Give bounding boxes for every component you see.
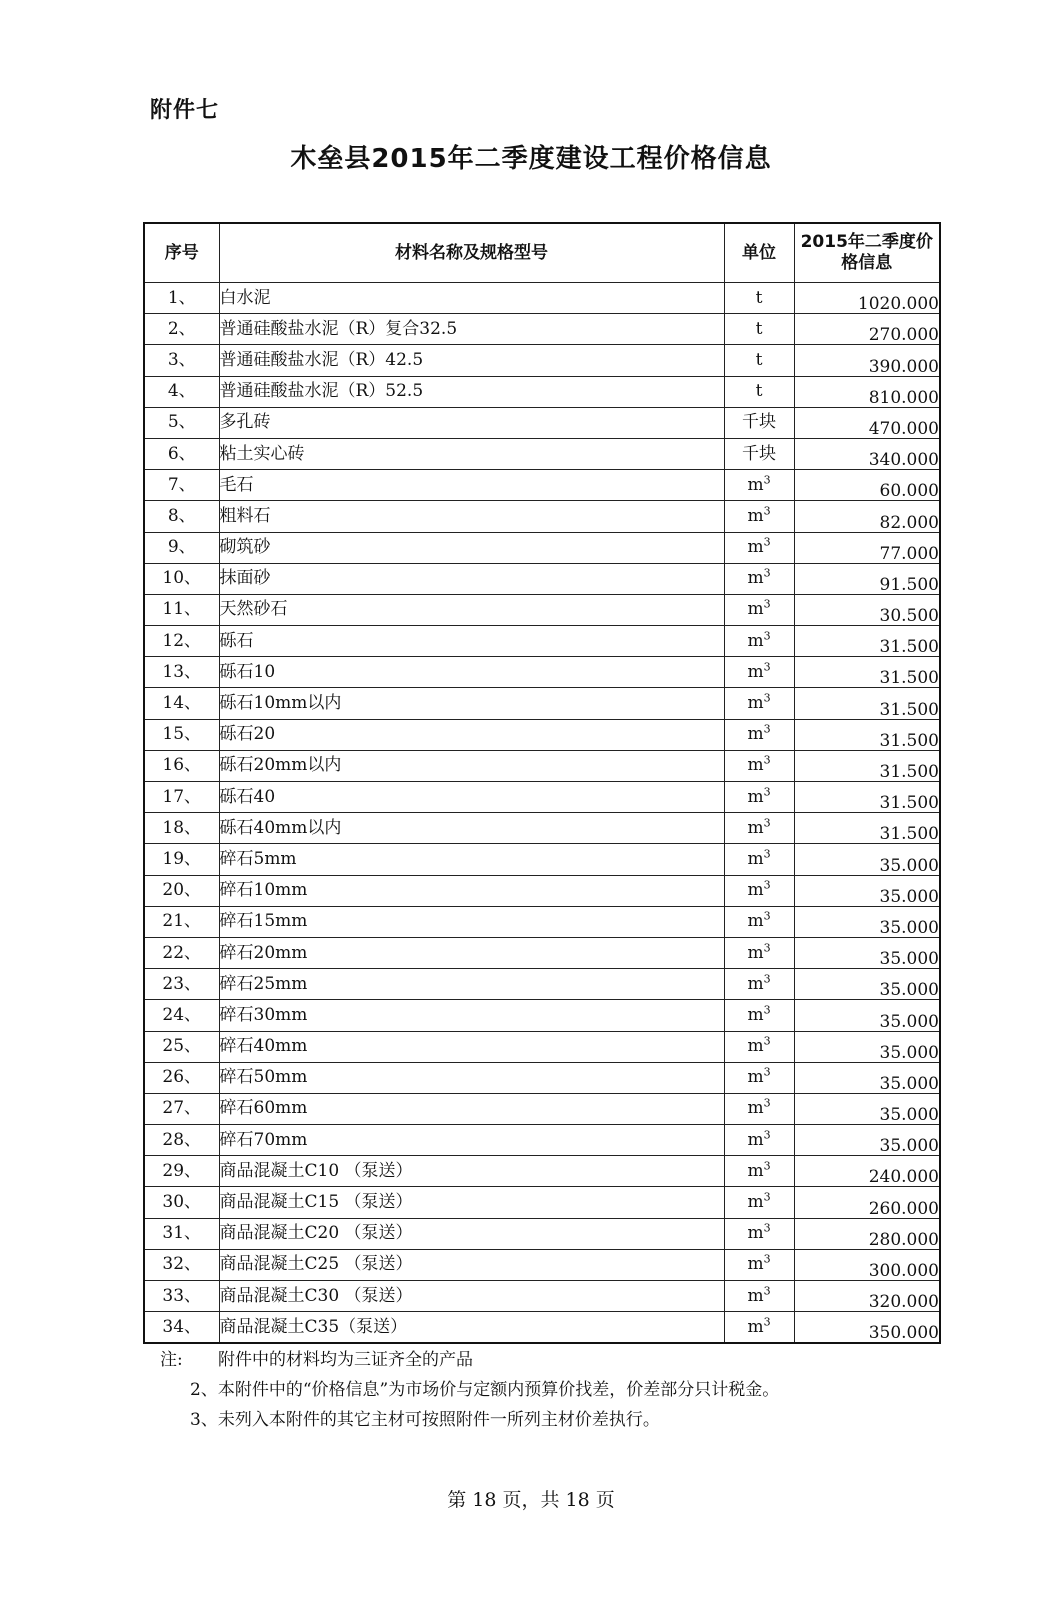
material-name: 碎石70mm	[219, 1125, 724, 1156]
price-value: 35.000	[794, 844, 940, 875]
price-value: 31.500	[794, 719, 940, 750]
row-number: 17、	[144, 782, 219, 813]
header-name: 材料名称及规格型号	[219, 223, 724, 283]
row-number: 33、	[144, 1281, 219, 1312]
unit-cell	[724, 1093, 794, 1124]
unit-exponent: 3	[763, 878, 771, 892]
table-row	[144, 594, 940, 625]
note-line-3: 3、未列入本附件的其它主材可按照附件一所列主材价差执行。	[190, 1410, 660, 1430]
price-value: 31.500	[794, 813, 940, 844]
row-number: 16、	[144, 750, 219, 781]
price-value: 35.000	[794, 937, 940, 968]
unit-cell	[724, 906, 794, 937]
unit-text: m	[747, 1316, 764, 1337]
row-number: 22、	[144, 937, 219, 968]
unit-cell	[724, 969, 794, 1000]
row-number: 32、	[144, 1249, 219, 1280]
material-name: 砾石20	[219, 719, 724, 750]
unit-cell	[724, 594, 794, 625]
unit-exponent: 3	[763, 816, 771, 830]
unit-text: m	[747, 973, 764, 994]
unit-exponent: 3	[763, 1221, 771, 1235]
material-name: 碎石40mm	[219, 1031, 724, 1062]
material-name: 商品混凝土C25 （泵送）	[219, 1249, 724, 1280]
note-text: 附件中的材料均为三证齐全的产品	[218, 1350, 473, 1370]
material-name: 商品混凝土C20 （泵送）	[219, 1218, 724, 1249]
row-number: 19、	[144, 844, 219, 875]
table-row	[144, 688, 940, 719]
row-number: 7、	[144, 470, 219, 501]
unit-cell	[724, 345, 794, 376]
price-value: 31.500	[794, 626, 940, 657]
material-name: 砾石10mm以内	[219, 688, 724, 719]
unit-text: m	[747, 1254, 764, 1275]
unit-text: t	[755, 318, 763, 339]
row-number: 11、	[144, 594, 219, 625]
row-number: 15、	[144, 719, 219, 750]
price-value: 60.000	[794, 470, 940, 501]
row-number: 28、	[144, 1125, 219, 1156]
price-value: 320.000	[794, 1281, 940, 1312]
note-lead: 注:	[160, 1350, 183, 1370]
price-value: 35.000	[794, 1093, 940, 1124]
unit-cell	[724, 376, 794, 407]
price-value: 35.000	[794, 969, 940, 1000]
price-value: 470.000	[794, 407, 940, 438]
price-value: 340.000	[794, 438, 940, 469]
unit-cell	[724, 470, 794, 501]
unit-text: m	[747, 599, 764, 620]
unit-exponent: 3	[763, 1252, 771, 1266]
unit-cell	[724, 1156, 794, 1187]
price-value: 35.000	[794, 1031, 940, 1062]
row-number: 1、	[144, 283, 219, 314]
table-row	[144, 1249, 940, 1280]
unit-cell	[724, 937, 794, 968]
material-name: 碎石15mm	[219, 906, 724, 937]
unit-cell	[724, 1218, 794, 1249]
unit-exponent: 3	[763, 566, 771, 580]
material-name: 砌筑砂	[219, 532, 724, 563]
material-name: 普通硅酸盐水泥（R）52.5	[219, 376, 724, 407]
row-number: 6、	[144, 438, 219, 469]
unit-exponent: 3	[763, 753, 771, 767]
material-name: 碎石60mm	[219, 1093, 724, 1124]
table-row	[144, 782, 940, 813]
unit-cell	[724, 657, 794, 688]
unit-cell	[724, 283, 794, 314]
row-number: 34、	[144, 1312, 219, 1344]
price-value: 82.000	[794, 501, 940, 532]
row-number: 23、	[144, 969, 219, 1000]
row-number: 27、	[144, 1093, 219, 1124]
unit-cell	[724, 688, 794, 719]
unit-cell	[724, 1312, 794, 1344]
unit-text: m	[747, 505, 764, 526]
material-name: 碎石30mm	[219, 1000, 724, 1031]
row-number: 24、	[144, 1000, 219, 1031]
price-value: 270.000	[794, 314, 940, 345]
unit-cell	[724, 1187, 794, 1218]
unit-text: m	[747, 1067, 764, 1088]
unit-cell	[724, 438, 794, 469]
unit-exponent: 3	[763, 722, 771, 736]
material-name: 普通硅酸盐水泥（R）42.5	[219, 345, 724, 376]
unit-text: m	[747, 1192, 764, 1213]
unit-exponent: 3	[763, 784, 771, 798]
unit-exponent: 3	[763, 1003, 771, 1017]
header-unit: 单位	[724, 223, 794, 283]
unit-cell	[724, 1031, 794, 1062]
table-header-row	[144, 223, 940, 283]
table-row	[144, 969, 940, 1000]
table-row	[144, 314, 940, 345]
table-row	[144, 345, 940, 376]
unit-cell	[724, 563, 794, 594]
price-value: 35.000	[794, 906, 940, 937]
row-number: 31、	[144, 1218, 219, 1249]
unit-text: m	[747, 474, 764, 495]
unit-text: m	[747, 1036, 764, 1057]
price-value: 31.500	[794, 750, 940, 781]
price-value: 280.000	[794, 1218, 940, 1249]
unit-text: m	[747, 1004, 764, 1025]
unit-cell	[724, 626, 794, 657]
unit-exponent: 3	[763, 1315, 771, 1329]
table-row	[144, 719, 940, 750]
material-name: 多孔砖	[219, 407, 724, 438]
note-line-2: 2、本附件中的“价格信息”为市场价与定额内预算价找差，价差部分只计税金。	[190, 1380, 780, 1400]
unit-cell	[724, 1125, 794, 1156]
material-name: 碎石5mm	[219, 844, 724, 875]
row-number: 18、	[144, 813, 219, 844]
unit-text: t	[755, 381, 763, 402]
table-row	[144, 438, 940, 469]
table-row	[144, 283, 940, 314]
price-value: 300.000	[794, 1249, 940, 1280]
unit-text: m	[747, 1129, 764, 1150]
price-value: 30.500	[794, 594, 940, 625]
unit-text: 千块	[742, 412, 776, 433]
material-name: 砾石20mm以内	[219, 750, 724, 781]
row-number: 3、	[144, 345, 219, 376]
material-name: 砾石40mm以内	[219, 813, 724, 844]
unit-exponent: 3	[763, 660, 771, 674]
material-name: 砾石10	[219, 657, 724, 688]
unit-exponent: 3	[763, 847, 771, 861]
row-number: 10、	[144, 563, 219, 594]
unit-exponent: 3	[763, 1096, 771, 1110]
unit-text: m	[747, 880, 764, 901]
row-number: 14、	[144, 688, 219, 719]
unit-cell	[724, 875, 794, 906]
price-value: 390.000	[794, 345, 940, 376]
row-number: 29、	[144, 1156, 219, 1187]
unit-text: m	[747, 1223, 764, 1244]
material-name: 普通硅酸盐水泥（R）复合32.5	[219, 314, 724, 345]
unit-cell	[724, 501, 794, 532]
table-row	[144, 937, 940, 968]
table-row	[144, 407, 940, 438]
unit-cell	[724, 844, 794, 875]
row-number: 2、	[144, 314, 219, 345]
unit-cell	[724, 407, 794, 438]
unit-text: t	[755, 349, 763, 370]
material-name: 商品混凝土C35（泵送）	[219, 1312, 724, 1344]
unit-exponent: 3	[763, 504, 771, 518]
row-number: 30、	[144, 1187, 219, 1218]
table-row	[144, 532, 940, 563]
table-row	[144, 1125, 940, 1156]
unit-exponent: 3	[763, 629, 771, 642]
table-row	[144, 1062, 940, 1093]
unit-cell	[724, 719, 794, 750]
unit-cell	[724, 750, 794, 781]
table-row	[144, 1031, 940, 1062]
unit-exponent: 3	[763, 1190, 771, 1204]
row-number: 4、	[144, 376, 219, 407]
unit-exponent: 3	[763, 1159, 771, 1173]
unit-exponent: 3	[763, 909, 771, 923]
note-line-1	[160, 1345, 940, 1375]
table-row	[144, 750, 940, 781]
material-name: 商品混凝土C30 （泵送）	[219, 1281, 724, 1312]
unit-text: m	[747, 817, 764, 838]
table-row	[144, 1312, 940, 1344]
page-title: 木垒县2015年二季度建设工程价格信息	[290, 144, 772, 174]
price-value: 31.500	[794, 657, 940, 688]
material-name: 商品混凝土C15 （泵送）	[219, 1187, 724, 1218]
unit-text: m	[747, 755, 764, 776]
unit-text: m	[747, 1160, 764, 1181]
row-number: 21、	[144, 906, 219, 937]
unit-exponent: 3	[763, 1283, 771, 1297]
unit-cell	[724, 782, 794, 813]
material-name: 天然砂石	[219, 594, 724, 625]
unit-text: m	[747, 942, 764, 963]
row-number: 13、	[144, 657, 219, 688]
table-row	[144, 1093, 940, 1124]
material-name: 碎石25mm	[219, 969, 724, 1000]
unit-exponent: 3	[763, 1034, 771, 1048]
material-name: 商品混凝土C10 （泵送）	[219, 1156, 724, 1187]
table-body	[144, 283, 940, 1344]
material-name: 毛石	[219, 470, 724, 501]
notes	[160, 1345, 940, 1435]
table-row	[144, 1281, 940, 1312]
unit-cell	[724, 1249, 794, 1280]
table-row	[144, 376, 940, 407]
unit-text: m	[747, 537, 764, 558]
price-table	[143, 222, 941, 1344]
unit-exponent: 3	[763, 473, 771, 487]
unit-exponent: 3	[763, 1128, 771, 1141]
table-row	[144, 1156, 940, 1187]
table-row	[144, 501, 940, 532]
unit-exponent: 3	[763, 597, 771, 611]
material-name: 砾石40	[219, 782, 724, 813]
price-value: 77.000	[794, 532, 940, 563]
table-row	[144, 657, 940, 688]
price-value: 1020.000	[794, 283, 940, 314]
material-name: 碎石50mm	[219, 1062, 724, 1093]
unit-text: m	[747, 1098, 764, 1119]
unit-text: m	[747, 661, 764, 682]
price-value: 240.000	[794, 1156, 940, 1187]
row-number: 20、	[144, 875, 219, 906]
table-row	[144, 844, 940, 875]
material-name: 粘土实心砖	[219, 438, 724, 469]
material-name: 白水泥	[219, 283, 724, 314]
unit-text: m	[747, 1285, 764, 1306]
unit-text: m	[747, 568, 764, 589]
unit-exponent: 3	[763, 535, 771, 549]
row-number: 12、	[144, 626, 219, 657]
unit-text: m	[747, 786, 764, 807]
price-value: 35.000	[794, 1125, 940, 1156]
table-row	[144, 813, 940, 844]
unit-exponent: 3	[763, 940, 771, 954]
table-row	[144, 875, 940, 906]
material-name: 抹面砂	[219, 563, 724, 594]
unit-cell	[724, 532, 794, 563]
material-name: 碎石20mm	[219, 937, 724, 968]
table-row	[144, 1218, 940, 1249]
table-row	[144, 626, 940, 657]
unit-cell	[724, 1000, 794, 1031]
unit-cell	[724, 1281, 794, 1312]
row-number: 25、	[144, 1031, 219, 1062]
price-value: 35.000	[794, 1062, 940, 1093]
unit-text: m	[747, 724, 764, 745]
unit-exponent: 3	[763, 972, 771, 986]
price-value: 260.000	[794, 1187, 940, 1218]
table-row	[144, 1000, 940, 1031]
unit-text: t	[755, 287, 763, 308]
unit-text: m	[747, 911, 764, 932]
unit-text: m	[747, 693, 764, 714]
unit-text: m	[747, 848, 764, 869]
table-row	[144, 563, 940, 594]
material-name: 粗料石	[219, 501, 724, 532]
price-value: 31.500	[794, 688, 940, 719]
attachment-label: 附件七	[150, 98, 220, 123]
unit-exponent: 3	[763, 691, 771, 705]
price-value: 31.500	[794, 782, 940, 813]
material-name: 砾石	[219, 626, 724, 657]
table-row	[144, 470, 940, 501]
price-value: 35.000	[794, 1000, 940, 1031]
row-number: 9、	[144, 532, 219, 563]
price-value: 810.000	[794, 376, 940, 407]
table-row	[144, 1187, 940, 1218]
header-no: 序号	[144, 223, 219, 283]
unit-exponent: 3	[763, 1065, 771, 1079]
price-value: 350.000	[794, 1312, 940, 1344]
unit-text: 千块	[742, 443, 776, 464]
price-value: 35.000	[794, 875, 940, 906]
page-footer: 第 18 页，共 18 页	[447, 1489, 615, 1511]
unit-cell	[724, 1062, 794, 1093]
unit-text: m	[747, 630, 764, 651]
row-number: 8、	[144, 501, 219, 532]
unit-cell	[724, 314, 794, 345]
table-row	[144, 906, 940, 937]
unit-cell	[724, 813, 794, 844]
row-number: 5、	[144, 407, 219, 438]
material-name: 碎石10mm	[219, 875, 724, 906]
price-value: 91.500	[794, 563, 940, 594]
row-number: 26、	[144, 1062, 219, 1093]
header-price: 2015年二季度价格信息	[794, 223, 940, 283]
